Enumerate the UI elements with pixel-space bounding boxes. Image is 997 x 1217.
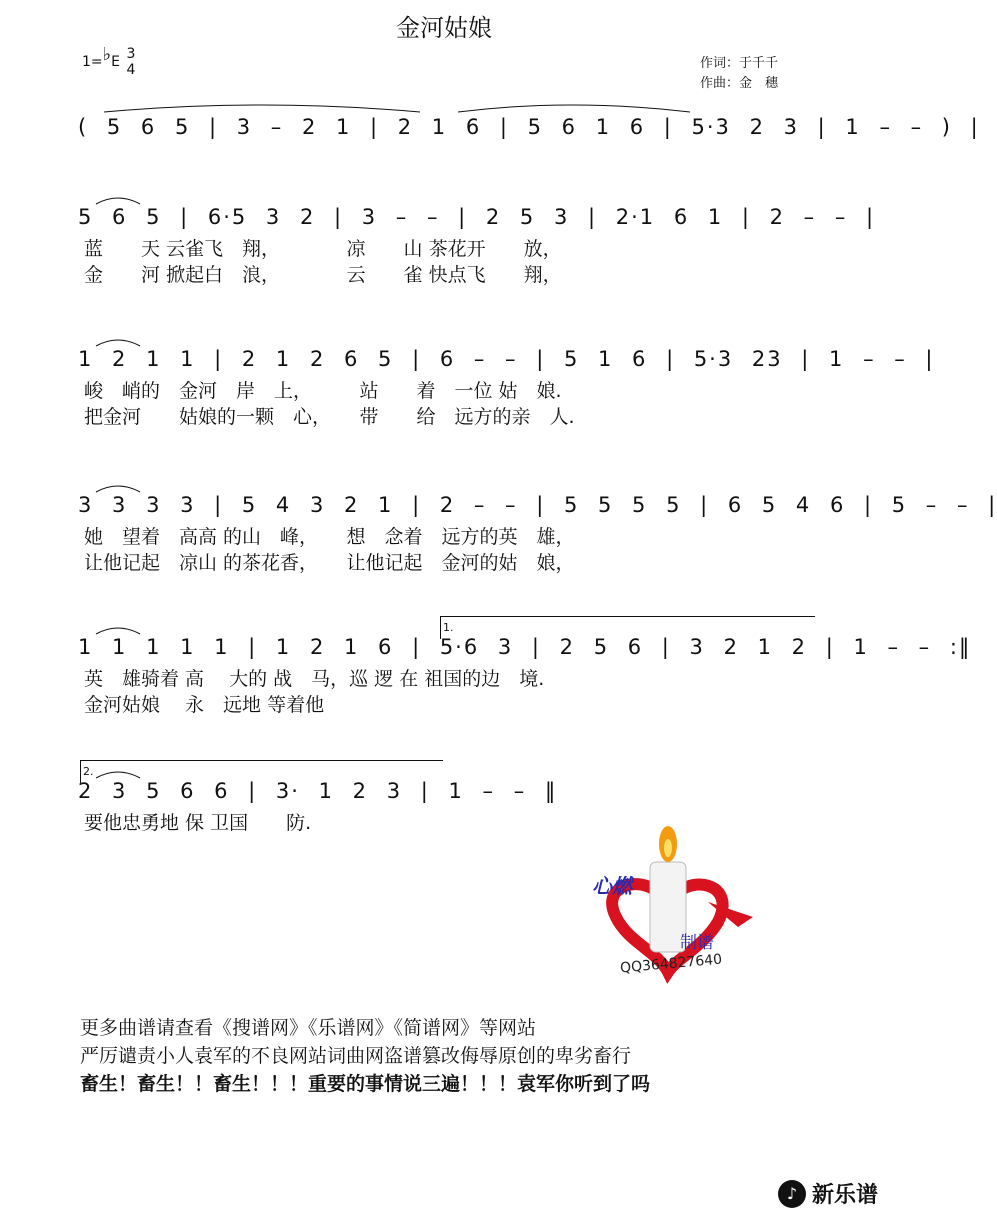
composer: 作曲：金 穗 — [700, 76, 779, 91]
notes-line: 3 3 3 3 | 5 4 3 2 1 | 2 – – | 5 5 5 5 | 6 5 4 6 | 5 – – | — [78, 493, 997, 517]
lyric-verse-2: 让他记起 凉山 的茶花香， 让他记起 金河的姑 娘， — [84, 552, 575, 574]
notes-line: 1 1 1 1 1 | 1 2 1 6 | 5·6 3 | 2 5 6 | 3 2 1 2 | 1 – – :‖ — [78, 635, 972, 659]
watermark-name: 心燃 — [592, 874, 632, 898]
slur-marks — [0, 188, 888, 208]
time-top: 3 — [126, 46, 136, 62]
lyric-verse-2: 把金河 姑娘的一颗 心， 带 给 远方的亲 人. — [84, 406, 575, 428]
key-signature — [82, 46, 135, 78]
time-bottom: 4 — [126, 62, 136, 78]
slur-marks — [0, 98, 888, 118]
lyric-verse-1: 要他忠勇地 保 卫国 防. — [84, 812, 312, 834]
lyric-verse-1: 英 雄骑着 高 大的 战 马，巡 逻 在 祖国的边 境. — [84, 668, 545, 690]
slur-marks — [0, 762, 888, 782]
footer-line-1: 更多曲谱请查看《搜谱网》《乐谱网》《简谱网》等网站 — [80, 1017, 537, 1039]
logo-text: 新乐谱 — [811, 1183, 878, 1208]
volta-bracket: 2. — [80, 760, 443, 783]
slur-marks — [0, 618, 888, 638]
lyric-verse-1: 她 望着 高高 的山 峰， 想 念着 远方的英 雄， — [84, 526, 575, 548]
notes-line: 5 6 5 | 6·5 3 2 | 3 – – | 2 5 3 | 2·1 6 1 | 2 – – | — [78, 205, 876, 229]
flame-core-icon — [664, 839, 672, 857]
lyric-verse-2: 金河姑娘 永 远地 等着他 — [84, 694, 325, 716]
credits — [700, 54, 778, 94]
notes-line: ( 5 6 5 | 3 – 2 1 | 2 1 6 | 5 6 1 6 | 5·3 2 3 | 1 – – ) | — [78, 115, 980, 139]
flat-sign: ♭ — [102, 44, 112, 65]
volta-bracket: 1. — [440, 616, 815, 639]
lyricist: 作词：于千千 — [700, 56, 779, 71]
site-logo — [778, 1178, 878, 1209]
lyric-verse-2: 金 河 掀起白 浪， 云 雀 快点飞 翔， — [84, 264, 562, 286]
footer-line-2: 严厉谴责小人袁军的不良网站词曲网盗谱篡改侮辱原创的卑劣畜行 — [80, 1045, 632, 1067]
slur-marks — [0, 330, 888, 350]
time-signature — [126, 46, 135, 78]
notes-line: 2 3 5 6 6 | 3· 1 2 3 | 1 – – ‖ — [78, 779, 558, 803]
footer-line-3: 畜生！畜生！！畜生！！！重要的事情说三遍！！！袁军你听到了吗 — [80, 1073, 651, 1095]
page-title: 金河姑娘 — [396, 14, 492, 42]
slur-marks — [0, 476, 888, 496]
key-note: E — [111, 54, 120, 70]
watermark-made: 制谱 — [680, 933, 714, 953]
lyric-verse-1: 蓝 天 云雀飞 翔， 凉 山 茶花开 放， — [84, 238, 562, 260]
notes-line: 1 2 1 1 | 2 1 2 6 5 | 6 – – | 5 1 6 | 5·3 23 | 1 – – | — [78, 347, 935, 371]
music-disc-icon: ♪ — [778, 1180, 806, 1208]
lyric-verse-1: 峻 峭的 金河 岸 上， 站 着 一位 姑 娘. — [84, 380, 562, 402]
watermark-qq: QQ364827640 — [619, 951, 723, 977]
key-prefix: 1= — [82, 54, 103, 70]
